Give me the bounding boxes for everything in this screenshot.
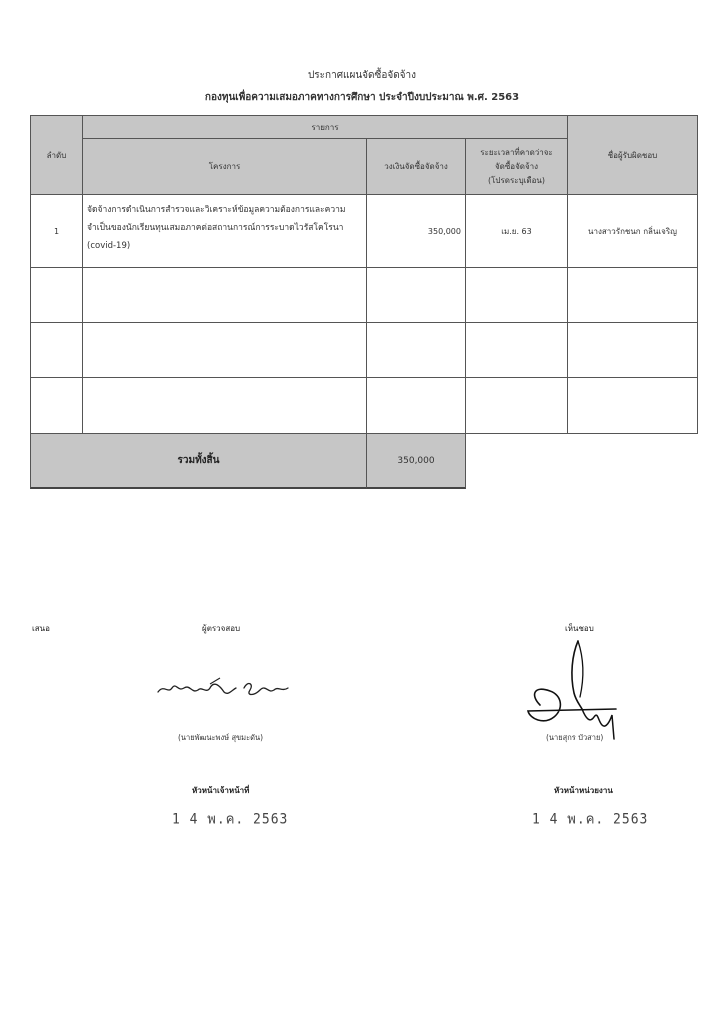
header-period-line2: จัดซื้อจัดจ้าง [494,161,539,171]
row1-period: เม.ย. 63 [465,194,568,268]
row1-seq: 1 [30,194,83,268]
header-responsible: ชื่อผู้รับผิดชอบ [567,115,698,195]
empty-cell [82,267,367,323]
row1-project: จัดจ้างการดำเนินการสำรวจและวิเคราะห์ข้อมูลความต้องการและความจำเป็นของนักเรียนทุนเสมอภาคต่อสถานการณ์การระบาดไวรัสโคโรนา (covid-19) [82,194,367,268]
empty-cell [465,377,568,434]
empty-cell [366,377,466,434]
row1-budget: 350,000 [366,194,466,268]
total-label: รวมทั้งสิ้น [30,433,367,489]
header-period-line1: ระยะเวลาที่คาดว่าจะ [480,147,553,157]
empty-cell [366,267,466,323]
empty-cell [82,322,367,378]
header-items: รายการ [82,115,568,139]
total-value: 350,000 [366,433,466,489]
empty-cell [567,267,698,323]
row1-responsible: นางสาวรักชนก กลิ่นเจริญ [567,194,698,268]
approver-date-stamp: 1 4 พ.ค. 2563 [532,811,649,828]
empty-cell [30,377,83,434]
reviewer-label: ผู้ตรวจสอบ [202,624,241,633]
reviewer-date-stamp: 1 4 พ.ค. 2563 [172,811,289,828]
empty-cell [567,377,698,434]
approver-signature [520,635,630,745]
empty-cell [465,322,568,378]
empty-cell [30,322,83,378]
header-period-line3: (โปรดระบุเดือน) [488,175,545,185]
empty-cell [30,267,83,323]
header-seq: ลำดับ [30,115,83,195]
reviewer-name: (นายพัฒนะพงษ์ สุขมะดัน) [178,733,264,742]
propose-label: เสนอ [32,624,50,633]
empty-cell [465,267,568,323]
reviewer-position: หัวหน้าเจ้าหน้าที่ [192,786,250,795]
empty-cell [567,322,698,378]
header-period [465,138,568,195]
document-subtitle: กองทุนเพื่อความเสมอภาคทางการศึกษา ประจำปีงบประมาณ พ.ศ. 2563 [204,92,520,103]
approver-position: หัวหน้าหน่วยงาน [554,786,613,795]
empty-cell [82,377,367,434]
document-title: ประกาศแผนจัดซื้อจัดจ้าง [307,70,417,81]
approver-name: (นายสุกร บัวสาย) [546,733,604,742]
header-project: โครงการ [82,138,367,195]
empty-cell [366,322,466,378]
reviewer-signature [150,670,300,706]
header-budget: วงเงินจัดซื้อจัดจ้าง [366,138,466,195]
approver-label: เห็นชอบ [565,624,594,633]
